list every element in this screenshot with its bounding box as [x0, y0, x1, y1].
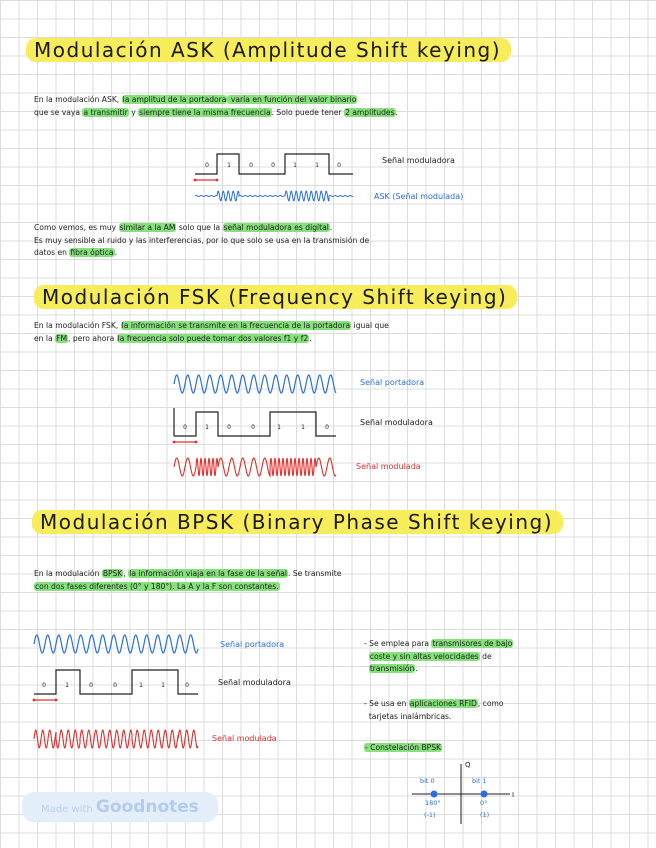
bit: 0: [227, 424, 231, 431]
text: En la modulación: [34, 569, 102, 578]
bpsk-title-text: Modulación BPSK (Binary Phase Shift keying): [32, 510, 563, 534]
ask-label-modulada: ASK (Señal modulada): [374, 192, 464, 201]
ask-label-moduladora: Señal moduladora: [382, 156, 455, 165]
text: .: [114, 248, 117, 257]
highlight: siempre tiene la misma frecuencia: [139, 107, 271, 117]
highlight: con dos fases diferentes (0° y 180°). La A y la F son constantes.: [35, 581, 279, 591]
goodnotes-badge: [22, 792, 218, 822]
bit: 1: [139, 682, 143, 689]
text: En la modulación FSK,: [34, 321, 121, 330]
constellation-p1-label: (1): [480, 811, 490, 819]
text: y: [128, 107, 139, 117]
bit: 0: [251, 424, 255, 431]
text: , como: [477, 699, 504, 708]
bit: 0: [325, 424, 329, 431]
highlight: la información se transmite en la frecuencia de la portadora: [121, 321, 351, 330]
text: datos en: [34, 248, 70, 257]
bpsk-paragraph: [34, 568, 341, 593]
fsk-title: [34, 285, 517, 309]
badge-brand: Goodnotes: [95, 797, 199, 817]
highlight: fibra óptica: [70, 248, 114, 257]
highlight: FM: [56, 333, 67, 343]
ask-paragraph-2: [34, 222, 369, 260]
highlight: similar a la AM: [119, 223, 176, 232]
fsk-paragraph: [34, 320, 389, 345]
fsk-label-carrier: Señal portadora: [360, 378, 425, 387]
bpsk-bullet-1: [364, 638, 513, 676]
bit: 0: [89, 682, 93, 689]
highlight: la amplitud de la portadora: [122, 95, 227, 104]
ask-modulated-signal: [195, 186, 370, 206]
bit: 0: [249, 162, 253, 169]
ask-title: [26, 38, 511, 62]
text: , pero ahora: [68, 333, 117, 343]
constellation-q-label: Q: [465, 761, 471, 769]
text: solo que la: [176, 223, 223, 232]
text: - Se usa en: [364, 699, 409, 708]
highlight: transmisores de bajo: [432, 639, 513, 648]
highlight: la frecuencia solo puede tomar dos valores f1 y f2: [117, 333, 309, 343]
highlight: transmisión: [369, 664, 415, 673]
bit: 1: [301, 424, 305, 431]
bit: 1: [227, 162, 231, 169]
bit: 0: [42, 682, 46, 689]
bpsk-label-modulated: Señal modulada: [212, 734, 277, 743]
constellation-180-label: 180°: [425, 799, 441, 807]
bpsk-bullet-3: [364, 742, 442, 755]
bit: 1: [315, 162, 319, 169]
text: . Solo puede tener: [271, 107, 344, 117]
text: . Se transmite: [288, 569, 342, 578]
bpsk-label-carrier: Señal portadora: [220, 640, 285, 649]
bit: 0: [337, 162, 341, 169]
bit: 0: [271, 162, 275, 169]
constellation-point-bit0: [431, 791, 438, 798]
text: que se vaya: [34, 107, 83, 117]
bit: 1: [205, 424, 209, 431]
bit: 1: [65, 682, 69, 689]
constellation-bit1-label: bit 1: [472, 777, 487, 785]
text: - Se emplea para: [364, 639, 432, 648]
ask-title-text: Modulación ASK (Amplitude Shift keying): [26, 38, 511, 62]
fsk-modulated-signal: [174, 456, 354, 480]
constellation-point-bit1: [481, 791, 488, 798]
fsk-label-moduladora: Señal moduladora: [360, 418, 433, 427]
text: en la: [34, 333, 56, 343]
bit: 0: [185, 682, 189, 689]
bit: 0: [113, 682, 117, 689]
highlight: coste y sin altas velocidades: [369, 651, 479, 661]
constellation-i-label: I: [512, 791, 515, 799]
constellation-0-label: 0°: [480, 799, 488, 807]
bpsk-label-moduladora: Señal moduladora: [218, 678, 291, 687]
text: Como vemos, es muy: [34, 223, 119, 232]
highlight: a transmitir: [83, 107, 128, 117]
constellation-bit0-label: bit 0: [420, 777, 435, 785]
text: igual que: [351, 321, 389, 330]
highlight: 2 amplitudes: [344, 107, 395, 117]
text: .: [395, 107, 398, 117]
bit: 1: [293, 162, 297, 169]
text: En la modulación ASK,: [34, 95, 122, 104]
highlight: señal moduladora es digital: [223, 223, 329, 232]
text: .: [309, 333, 312, 343]
text: Es muy sensible al ruido y las interferencias, por lo que solo se usa en la transmisión de: [34, 235, 370, 245]
badge-made-with: Made with: [41, 804, 93, 815]
ask-paragraph-1: [34, 94, 398, 119]
fsk-label-modulated: Señal modulada: [356, 462, 421, 471]
bit: 0: [183, 424, 187, 431]
highlight: varía en función del valor binario: [228, 95, 357, 104]
bpsk-bullet-2: [364, 698, 504, 723]
highlight: aplicaciones RFID: [409, 699, 477, 708]
bpsk-title: [32, 510, 563, 534]
bit: 1: [161, 682, 165, 689]
bit: 1: [277, 424, 281, 431]
bpsk-carrier-signal: [34, 632, 214, 658]
highlight: la información viaja en la fase de la señal: [129, 569, 288, 578]
constellation-m1-label: (-1): [424, 811, 436, 819]
bpsk-modulated-signal: [34, 728, 214, 752]
text: .: [329, 223, 333, 232]
text: ,: [123, 569, 129, 578]
highlight: BPSK: [102, 569, 123, 578]
highlight: - Constelación BPSK: [365, 743, 442, 752]
bit: 0: [205, 162, 209, 169]
text: de: [479, 651, 492, 661]
fsk-title-text: Modulación FSK (Frequency Shift keying): [34, 285, 517, 309]
text: tarjetas inalámbricas.: [368, 711, 452, 721]
text: .: [415, 664, 418, 673]
fsk-carrier-signal: [174, 372, 354, 398]
